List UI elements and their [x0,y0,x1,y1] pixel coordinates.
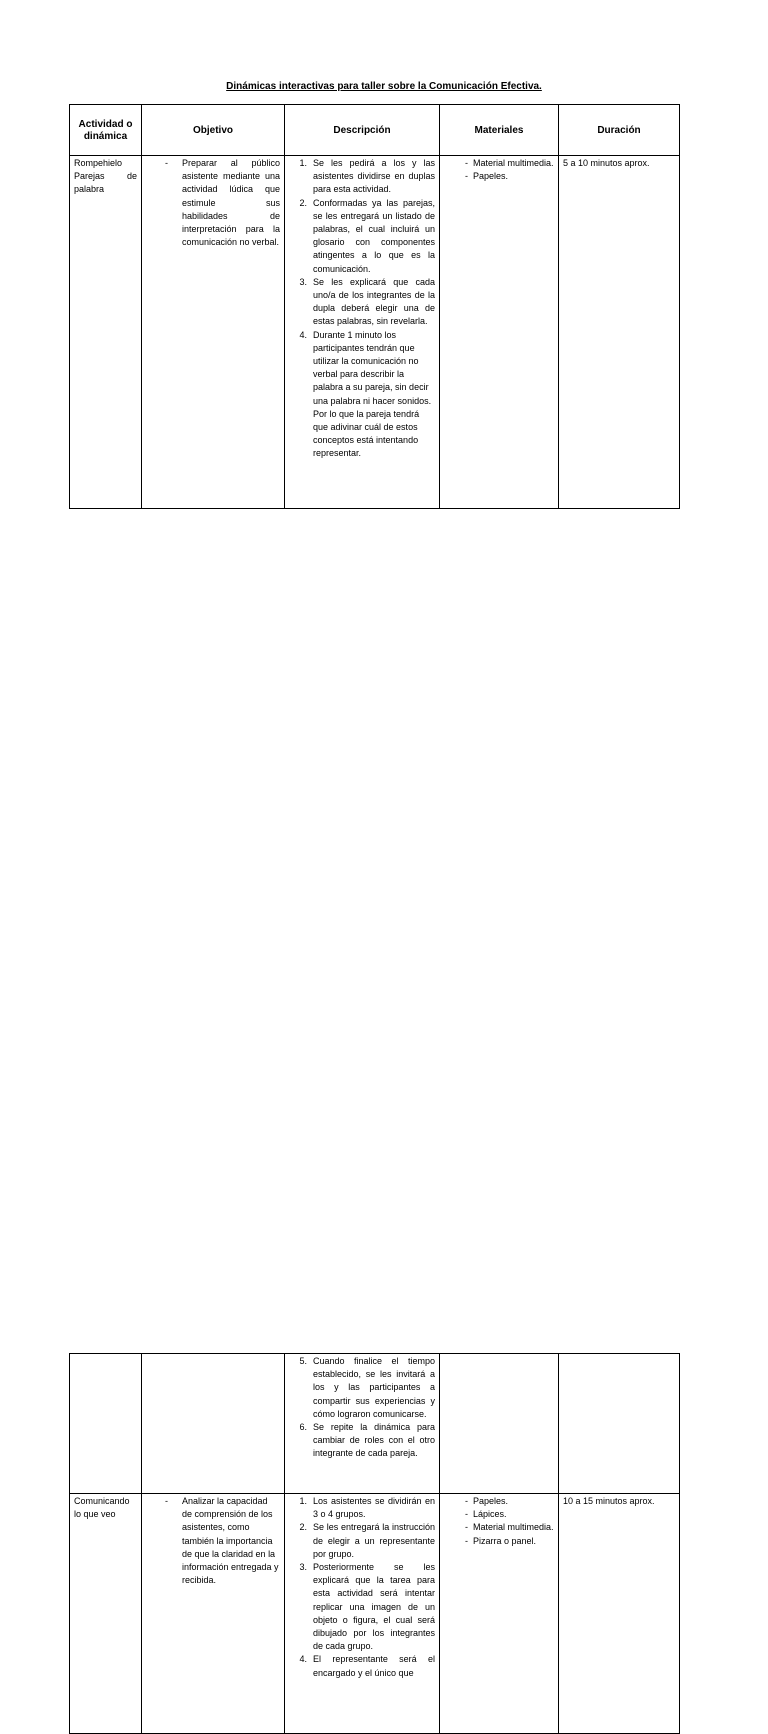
list-item: - Papeles. [444,1495,554,1508]
table-row [70,1494,680,1734]
page-two [0,676,768,1678]
header-duracion: Duración [559,105,680,156]
cell-duracion: 10 a 15 minutos aprox. [559,1494,680,1734]
list-item: - Preparar al público asistente mediante una actividad lúdica que estimule sus habilidades de interpretación para la comunicación no verbal. [146,157,280,249]
list-item: 6. Se repite la dinámica para cambiar de roles con el otro integrante de cada pareja. [299,1422,435,1459]
list-item: 5. Cuando finalice el tiempo establecido, se les invitará a los y las participantes a compartir sus experiencias y cómo lograron comunicarse. [299,1356,435,1419]
cell-descripcion [285,1354,440,1494]
list-item: 2. Conformadas ya las parejas, se les entregará un listado de palabras, el cual incluirá un glosario con componentes atingentes a lo que es la comunicación. [299,197,435,274]
header-descripcion: Descripción [285,105,440,156]
list-item: 1. Se les pedirá a los y las asistentes dividirse en duplas para esta actividad. [299,158,435,195]
list-item: 3. Posteriormente se les explicará que la tarea para esta actividad será intentar replicar una imagen de un objeto o figura, el cual será dibujado por los integrantes de cada grupo. [299,1562,435,1652]
list-item: 1. Los asistentes se dividirán en 3 o 4 grupos. [299,1496,435,1520]
header-objetivo: Objetivo [142,105,285,156]
table-row [70,1354,680,1494]
list-item: 4. Durante 1 minuto los participantes tendrán que utilizar la comunicación no verbal para describir la palabra a su pareja, sin decir una palabra ni hacer sonidos. Por lo que la pareja tendrá que adivinar cuál de estos conceptos está intentando representar. [299,329,432,459]
list-item: - Analizar la capacidad de comprensión de los asistentes, como también la importancia de que la claridad en la información entregada y recibida. [146,1495,280,1587]
cell-duracion: 5 a 10 minutos aprox. [559,156,680,509]
list-item: - Material multimedia. [444,1521,554,1534]
list-item: - Lápices. [444,1508,554,1521]
cell-objetivo [142,1354,285,1494]
activities-table-continued [69,1353,680,1734]
list-item: 3. Se les explicará que cada uno/a de los integrantes de la dupla deberá elegir una de estas palabras, sin revelarla. [299,276,435,327]
header-materiales: Materiales [440,105,559,156]
list-item: 4. El representante será el encargado y el único que [299,1654,435,1678]
activities-table [69,104,680,509]
cell-descripcion [285,156,440,509]
cell-objetivo [142,156,285,509]
list-item: - Material multimedia. [444,157,554,170]
document-title: Dinámicas interactivas para taller sobre la Comunicación Efectiva. [226,81,542,92]
list-item: - Pizarra o panel. [444,1535,554,1548]
cell-descripcion [285,1494,440,1734]
table-row [70,156,680,509]
list-item: 2. Se les entregará la instrucción de elegir a un representante por grupo. [299,1522,435,1559]
cell-duracion [559,1354,680,1494]
cell-materiales [440,156,559,509]
header-actividad: Actividad o dinámica [70,105,142,156]
cell-materiales [440,1494,559,1734]
cell-objetivo [142,1494,285,1734]
cell-actividad [70,1354,142,1494]
list-item: - Papeles. [444,170,554,183]
cell-actividad: Comunicando lo que veo [70,1494,142,1734]
cell-actividad: Rompehielo Parejas de palabra [70,156,142,509]
cell-materiales [440,1354,559,1494]
